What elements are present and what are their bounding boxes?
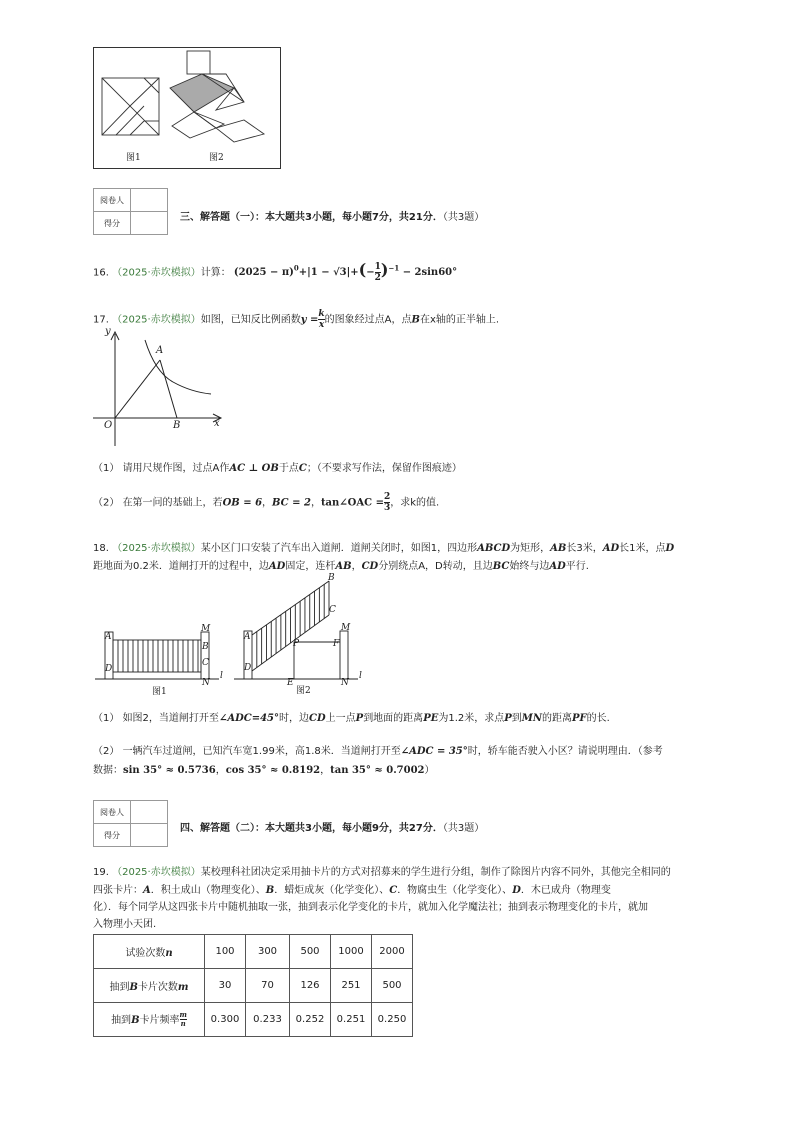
q16-number: 16. <box>93 267 109 279</box>
fig1-label-D: D <box>105 664 113 674</box>
reviewer-cell <box>131 189 168 212</box>
section-3-count: （共3题） <box>442 212 485 223</box>
table-cell: 0.251 <box>331 1003 372 1037</box>
fig2-label-P: P <box>293 639 300 649</box>
q18-figure-1 <box>95 622 230 696</box>
q18-part-2-line-2: 数据：sin 35° ≈ 0.5736，cos 35° ≈ 0.8192，tan 35° ≈ 0.7002） <box>93 765 435 776</box>
fig1-label-l: l <box>220 671 223 681</box>
q17-label-A: A <box>156 345 164 356</box>
grader-box-4 <box>93 800 168 847</box>
q17-part-1: （1） 请用尺规作图，过点A作AC ⊥ OB于点C；（不要求写作法，保留作图痕迹） <box>93 463 462 474</box>
table-cell: 500 <box>372 969 413 1003</box>
fig2-label-E: E <box>287 678 294 688</box>
question-18-line-1: 18. （2025·赤坎模拟）某小区门口安装了汽车出入道闸．道闸关闭时，如图1，四边形ABCD为矩形，AB长3米，AD长1米，点D <box>93 543 675 554</box>
fig2-label-M: M <box>341 623 351 633</box>
q18-figure-2 <box>234 575 369 697</box>
q17-graph <box>93 326 233 450</box>
table-cell: 2000 <box>372 935 413 969</box>
question-19-line-2: 四张卡片：A．积土成山（物理变化）、B．蜡炬成灰（化学变化）、C．物腐虫生（化学变化）、D．木已成舟（物理变 <box>93 885 611 896</box>
table-cell: 0.233 <box>246 1003 290 1037</box>
score-label-4: 得分 <box>94 824 131 847</box>
section-4-count: （共3题） <box>442 823 485 834</box>
fig2-caption-18: 图2 <box>296 686 311 696</box>
score-cell-4 <box>131 824 168 847</box>
question-19-line-1: 19. （2025·赤坎模拟）某校理科社团决定采用抽卡片的方式对招募来的学生进行分组，制作了除图片内容不同外，其他完全相同的 <box>93 867 671 878</box>
q17-label-O: O <box>104 420 113 431</box>
question-18-line-2: 距地面为0.2米．道闸打开的过程中，边AD固定，连杆AB，CD分别绕点A，D转动，且边BC始终与边AD平行. <box>93 561 589 572</box>
table-cell: 30 <box>205 969 246 1003</box>
tangram-figure <box>93 47 281 169</box>
grader-box-3 <box>93 188 168 235</box>
table-cell: 500 <box>290 935 331 969</box>
q17-source: （2025·赤坎模拟） <box>112 314 201 326</box>
table-row <box>94 1003 413 1037</box>
table-row <box>94 969 413 1003</box>
fig2-label-F: F <box>333 639 340 649</box>
table-cell: 126 <box>290 969 331 1003</box>
question-19-line-4: 入物理小天团. <box>93 919 157 930</box>
row-label-frequency: 抽到B卡片频率 $\frac{m}{n}$ <box>94 1003 205 1037</box>
row-label-trials: 试验次数n <box>94 935 205 969</box>
section-4-heading: 四、解答题（二）：本大题共3小题，每小题9分，共27分． <box>180 823 443 834</box>
table-cell: 100 <box>205 935 246 969</box>
q16-expr: $(2025 - \pi)^0+|1 - √3|+(-$ $\frac{1}{2}$ )$^{-1}$ − 2sin60° <box>233 260 458 284</box>
q18-part-2-line-1: （2） 一辆汽车过道闸，已知汽车宽1.99米，高1.8米．当道闸打开至∠ADC = 35°时，轿车能否驶入小区？请说明理由．（参考 <box>93 746 663 757</box>
fig2-label-B: B <box>328 573 335 583</box>
table-row <box>94 935 413 969</box>
question-19-line-3: 化）．每个同学从这四张卡片中随机抽取一张，抽到表示化学变化的卡片，就加入化学魔法社；抽到表示物理变化的卡片，就加 <box>93 902 648 913</box>
question-16 <box>93 259 457 283</box>
fig1-label-B: B <box>202 642 209 652</box>
q17-number: 17. <box>93 314 109 326</box>
fig2-label-C: C <box>329 605 336 615</box>
table-cell: 70 <box>246 969 290 1003</box>
tangram-svg <box>94 48 280 168</box>
fig1-label-A: A <box>105 632 112 642</box>
fig2-label-D: D <box>244 663 252 673</box>
q19-table <box>93 934 413 1037</box>
fig2-label-l: l <box>359 671 362 681</box>
section-3-title <box>180 208 484 223</box>
q17-part-2: （2） 在第一问的基础上，若OB = 6，BC = 2，tan∠OAC = $\frac{2}{3}$ ，求k的值. <box>93 492 440 513</box>
q16-text: 计算： <box>200 267 231 279</box>
score-cell <box>131 212 168 235</box>
reviewer-cell-4 <box>131 801 168 824</box>
fig2-label-A: A <box>244 632 251 642</box>
fig1-label-C: C <box>202 658 209 668</box>
row-label-count: 抽到B卡片次数m <box>94 969 205 1003</box>
table-cell: 1000 <box>331 935 372 969</box>
table-cell: 0.300 <box>205 1003 246 1037</box>
fig1-caption: 图1 <box>126 153 141 163</box>
section-3-heading: 三、解答题（一）：本大题共3小题，每小题7分，共21分． <box>180 212 443 223</box>
fig2-caption: 图2 <box>209 153 224 163</box>
q18-part-1: （1） 如图2，当道闸打开至∠ADC=45°时，边CD上一点P到地面的距离PE为1.2米，求点P到MN的距离PF的长. <box>93 713 610 724</box>
table-cell: 251 <box>331 969 372 1003</box>
reviewer-label: 阅卷人 <box>94 189 131 212</box>
score-label: 得分 <box>94 212 131 235</box>
fig2-label-N: N <box>341 678 349 688</box>
question-17: 17. （2025·赤坎模拟）如图，已知反比例函数y = $\frac{k}{x}$ 的图象经过点A，点B在x轴的正半轴上. <box>93 309 500 330</box>
q16-source: （2025·赤坎模拟） <box>112 267 201 279</box>
q17-label-B: B <box>173 420 181 431</box>
fig1-label-N: N <box>202 678 210 688</box>
q17-label-x: x <box>214 418 220 429</box>
table-cell: 0.250 <box>372 1003 413 1037</box>
reviewer-label-4: 阅卷人 <box>94 801 131 824</box>
fig1-caption-18: 图1 <box>152 687 167 697</box>
table-cell: 300 <box>246 935 290 969</box>
section-4-title <box>180 819 484 834</box>
fig1-label-M: M <box>201 624 211 634</box>
q17-label-y: y <box>105 326 111 337</box>
table-cell: 0.252 <box>290 1003 331 1037</box>
